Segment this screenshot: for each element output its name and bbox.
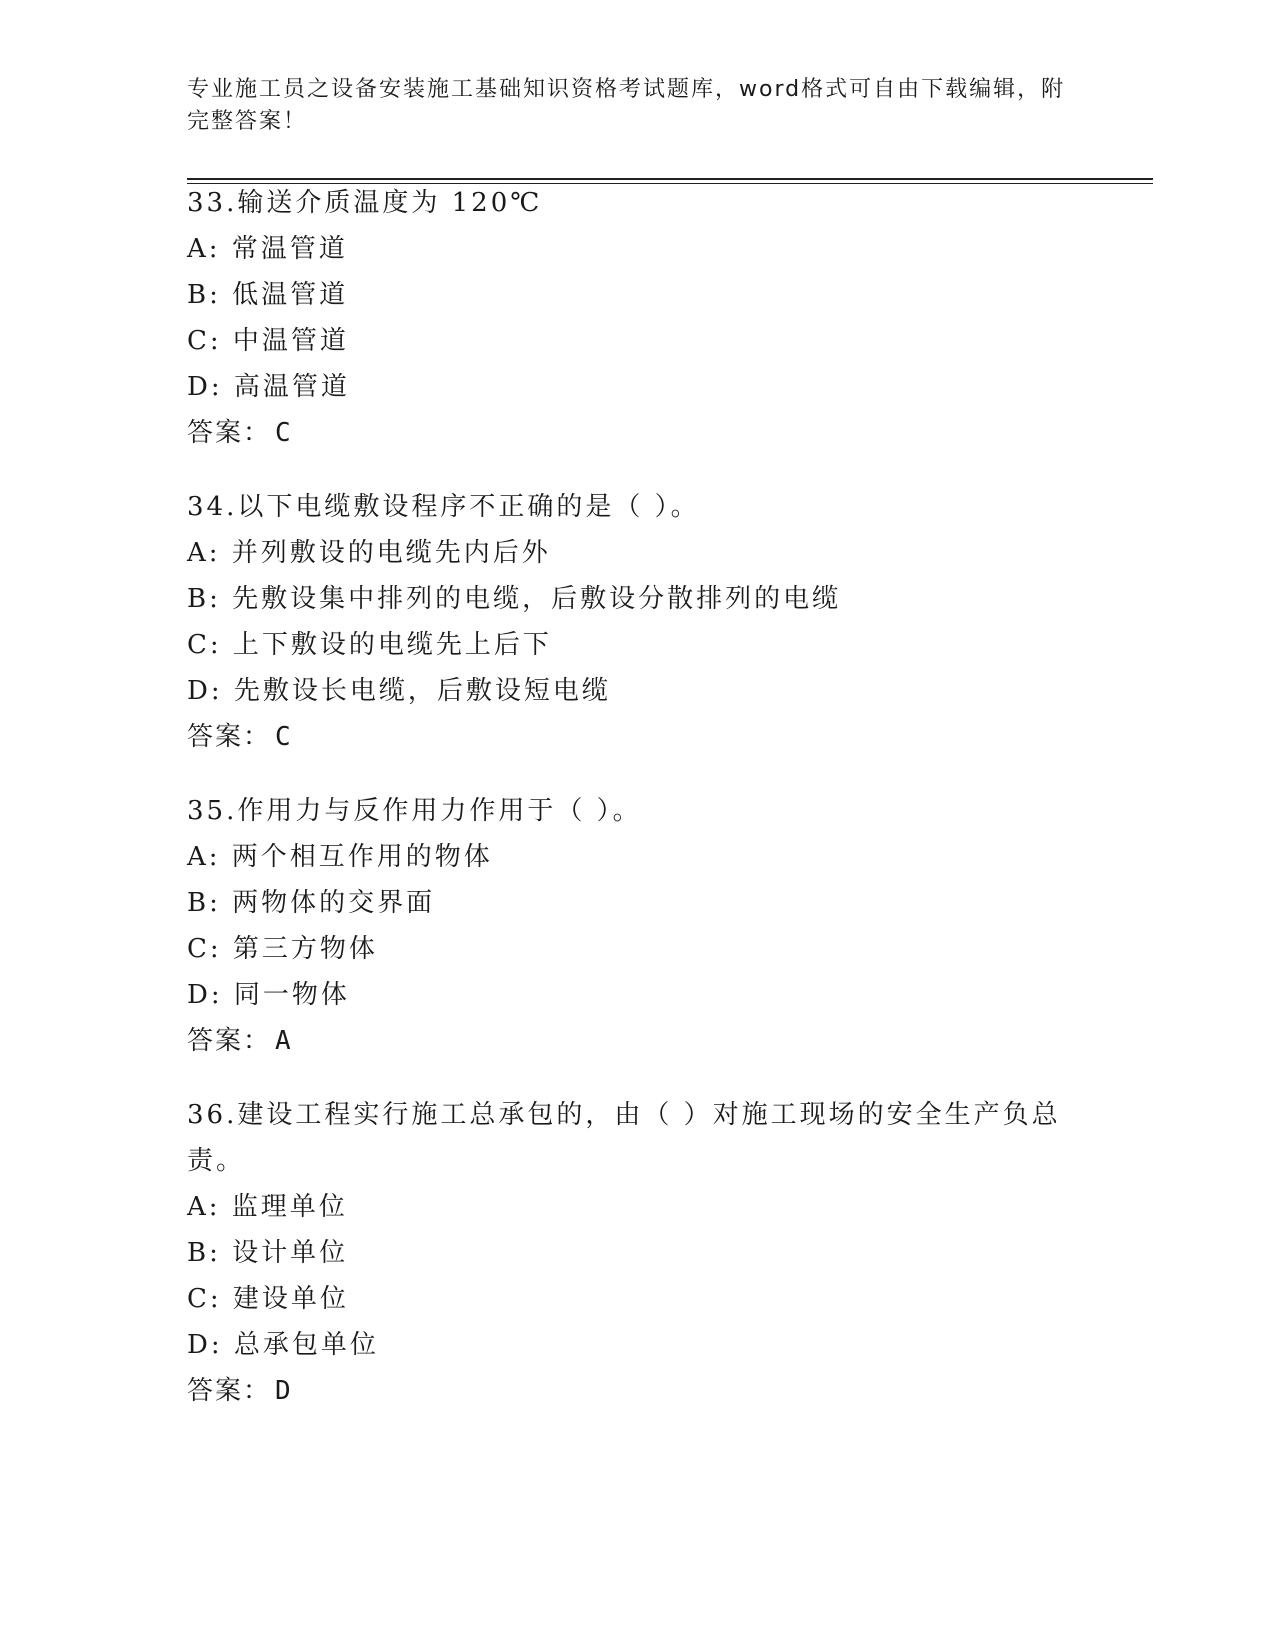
- option-c: C: 中温管道: [187, 326, 349, 356]
- question-33: [187, 180, 1087, 456]
- question-stem: 34.以下电缆敷设程序不正确的是（ ）。: [187, 492, 700, 522]
- option-b: B: 两物体的交界面: [187, 888, 436, 918]
- answer-label: 答案：: [187, 1026, 272, 1056]
- answer-line: [187, 1368, 1087, 1414]
- option-d: D: 高温管道: [187, 372, 350, 402]
- option-b: B: 低温管道: [187, 280, 349, 310]
- answer-value: A: [275, 1026, 293, 1056]
- question-stem: 36.建设工程实行施工总承包的，由（ ）对施工现场的安全生产负总责。: [187, 1100, 1061, 1176]
- option-c: C: 建设单位: [187, 1284, 349, 1314]
- answer-label: 答案：: [187, 1376, 272, 1406]
- option-d: D: 同一物体: [187, 980, 350, 1010]
- option-d: D: 总承包单位: [187, 1330, 379, 1360]
- answer-value: D: [275, 1376, 293, 1406]
- answer-line: [187, 714, 1087, 760]
- option-b: B: 设计单位: [187, 1238, 349, 1268]
- question-36: [187, 1092, 1087, 1414]
- document-header: 专业施工员之设备安装施工基础知识资格考试题库，word格式可自由下载编辑，附完整答案！: [187, 77, 1066, 134]
- option-a: A: 常温管道: [187, 234, 348, 264]
- answer-value: C: [275, 722, 293, 752]
- option-a: A: 两个相互作用的物体: [187, 842, 493, 872]
- answer-line: [187, 1018, 1087, 1064]
- question-stem: 33.输送介质温度为 120℃: [187, 188, 543, 218]
- answer-label: 答案：: [187, 418, 272, 448]
- option-a: A: 监理单位: [187, 1192, 348, 1222]
- question-34: [187, 484, 1087, 760]
- option-c: C: 第三方物体: [187, 934, 378, 964]
- question-35: [187, 788, 1087, 1064]
- answer-label: 答案：: [187, 722, 272, 752]
- option-c: C: 上下敷设的电缆先上后下: [187, 630, 552, 660]
- answer-value: C: [275, 418, 293, 448]
- answer-line: [187, 410, 1087, 456]
- option-a: A: 并列敷设的电缆先内后外: [187, 538, 551, 568]
- question-stem: 35.作用力与反作用力作用于（ ）。: [187, 796, 642, 826]
- option-b: B: 先敷设集中排列的电缆，后敷设分散排列的电缆: [187, 584, 842, 614]
- option-d: D: 先敷设长电缆，后敷设短电缆: [187, 676, 611, 706]
